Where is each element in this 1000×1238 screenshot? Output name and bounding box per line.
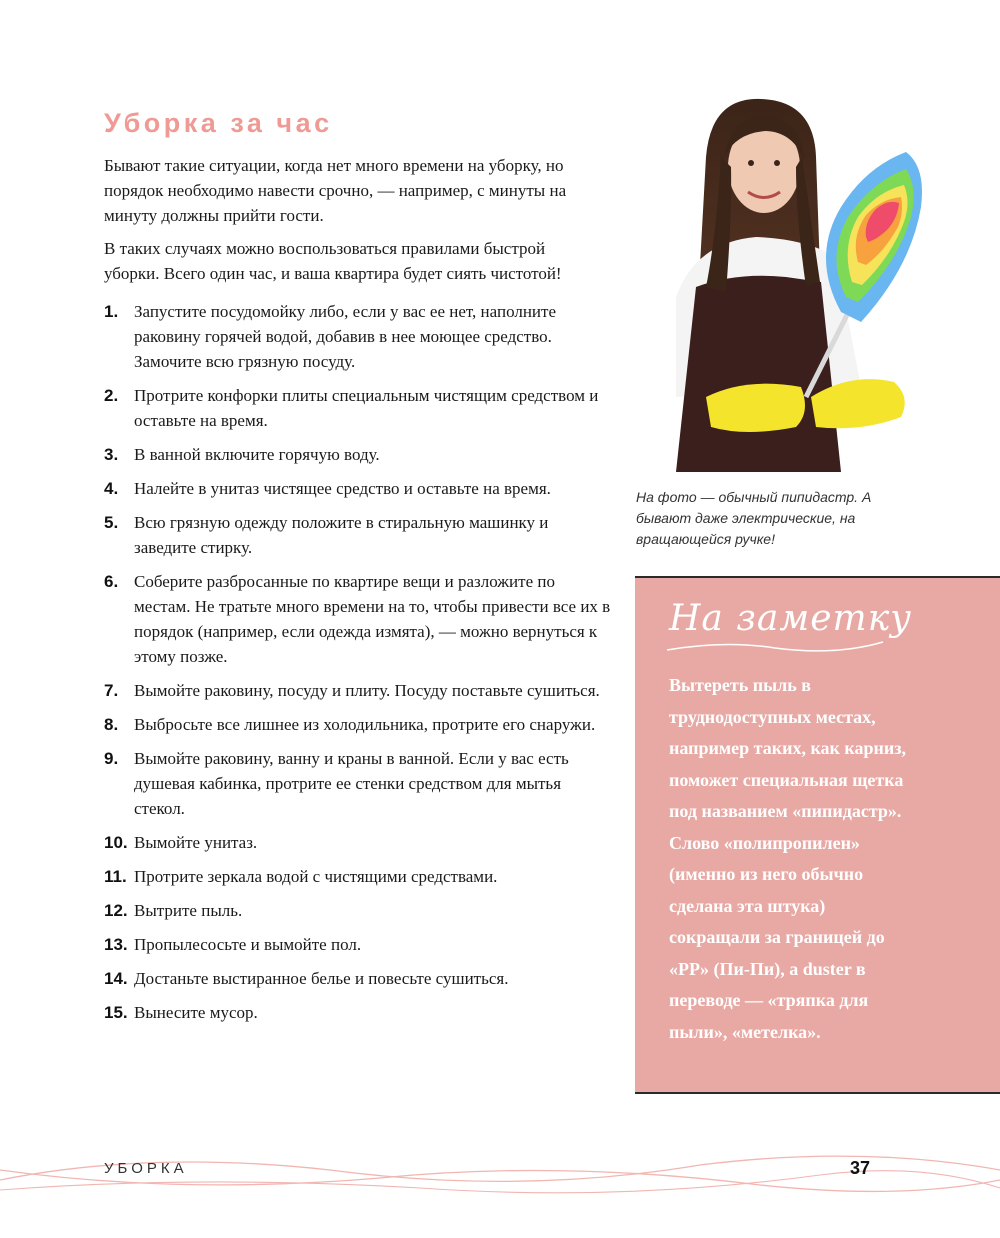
step-text: Запустите посудомойку либо, если у вас ее нет, наполните раковину горячей водой, добавив в нее моющее средство. Замочите всю грязную посуду. — [134, 302, 557, 371]
step-text: В ванной включите горячую воду. — [134, 445, 380, 464]
footer-section-label: УБОРКА — [104, 1160, 188, 1177]
list-item — [104, 864, 614, 889]
list-item — [104, 442, 614, 467]
note-title-flourish — [665, 636, 885, 656]
step-number: 4. — [104, 479, 119, 498]
step-text: Выбросьте все лишнее из холодильника, протрите его снаружи. — [134, 715, 596, 734]
step-number: 7. — [104, 681, 119, 700]
step-text: Вымойте раковину, посуду и плиту. Посуду поставьте сушиться. — [134, 681, 600, 700]
step-number: 10. — [104, 833, 128, 852]
list-item — [104, 476, 614, 501]
step-text: Вытрите пыль. — [134, 901, 243, 920]
note-box — [635, 576, 1000, 1094]
step-number: 8. — [104, 715, 119, 734]
note-text: Вытереть пыль в труднодоступных местах, например таких, как карниз, поможет специальная щетка под названием «пипидастр». Слово «полипропилен» (именно из него обычно сделана эта штука) сокращали за границей до «PP» (Пи-Пи), а duster в переводе — «тряпка для пыли», «метелка». — [669, 675, 907, 1042]
step-number: 11. — [104, 867, 127, 886]
step-text: Всю грязную одежду положите в стиральную машинку и заведите стирку. — [134, 513, 549, 557]
step-text: Достаньте выстиранное белье и повесьте сушиться. — [134, 969, 509, 988]
page-number: 37 — [850, 1158, 871, 1178]
note-title: На заметку — [669, 598, 913, 639]
list-item — [104, 712, 614, 737]
photo-caption: На фото — обычный пипидастр. А бывают даже электрические, на вращающейся ручке! — [636, 489, 872, 547]
list-item — [104, 299, 614, 374]
woman-with-duster-photo — [636, 97, 936, 472]
list-item — [104, 569, 614, 669]
list-item — [104, 678, 614, 703]
page-title: Уборка за час — [104, 108, 333, 138]
list-item — [104, 383, 614, 433]
step-number: 1. — [104, 302, 119, 321]
step-text: Пропылесосьте и вымойте пол. — [134, 935, 362, 954]
list-item — [104, 746, 614, 821]
list-item — [104, 1000, 614, 1025]
step-number: 12. — [104, 901, 128, 920]
step-number: 9. — [104, 749, 119, 768]
step-number: 13. — [104, 935, 128, 954]
step-number: 5. — [104, 513, 119, 532]
list-item — [104, 932, 614, 957]
step-number: 14. — [104, 969, 128, 988]
step-number: 15. — [104, 1003, 128, 1022]
step-text: Вымойте раковину, ванну и краны в ванной. Если у вас есть душевая кабинка, протрите ее стенки средством для мытья стекол. — [134, 749, 569, 818]
steps-list — [104, 299, 614, 1025]
step-number: 3. — [104, 445, 119, 464]
step-text: Налейте в унитаз чистящее средство и оставьте на время. — [134, 479, 551, 498]
list-item — [104, 898, 614, 923]
intro-paragraph-2: В таких случаях можно воспользоваться правилами быстрой уборки. Всего один час, и ваша квартира будет сиять чистотой! — [104, 239, 562, 283]
list-item — [104, 966, 614, 991]
list-item — [104, 510, 614, 560]
step-number: 6. — [104, 572, 119, 591]
intro-paragraph-1: Бывают такие ситуации, когда нет много времени на уборку, но порядок необходимо навести срочно, — например, с минуты на минуту должны прийти гости. — [104, 156, 567, 225]
step-text: Вымойте унитаз. — [134, 833, 258, 852]
step-text: Соберите разбросанные по квартире вещи и разложите по местам. Не тратьте много времени на то, чтобы привести все их в порядок (например, если одежда измята), — можно вернуться к этому позже. — [134, 572, 611, 666]
step-text: Протрите конфорки плиты специальным чистящим средством и оставьте на время. — [134, 386, 599, 430]
list-item — [104, 830, 614, 855]
step-number: 2. — [104, 386, 119, 405]
step-text: Вынесите мусор. — [134, 1003, 258, 1022]
step-text: Протрите зеркала водой с чистящими средствами. — [134, 867, 498, 886]
